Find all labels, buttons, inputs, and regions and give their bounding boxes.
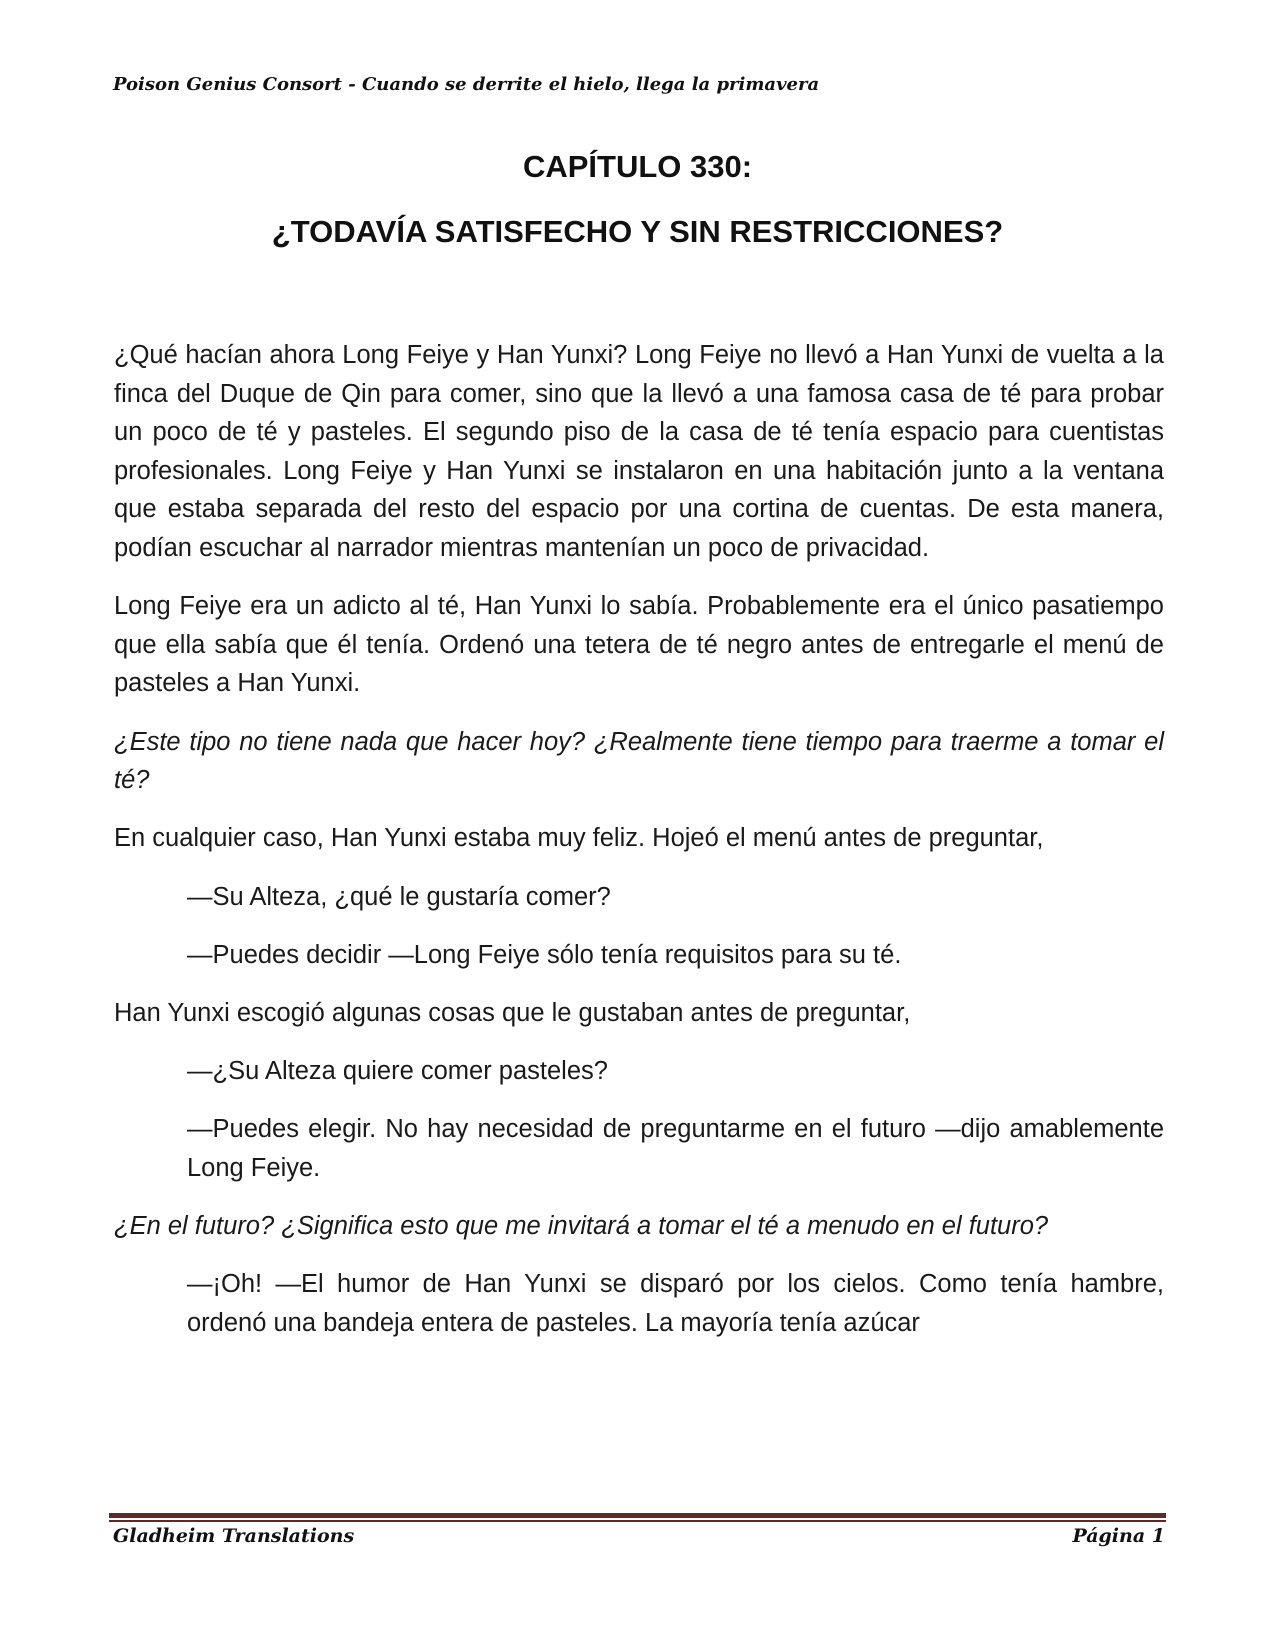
footer-divider-thick [109,1513,1166,1518]
running-header: Poison Genius Consort - Cuando se derrite el hielo, llega la primavera [113,74,820,95]
chapter-title: ¿TODAVÍA SATISFECHO Y SIN RESTRICCIONES? [271,214,1004,249]
chapter-body [114,336,1164,1362]
dialogue-line: —¿Su Alteza quiere comer pasteles? [187,1057,608,1086]
paragraph: Long Feiye era un adicto al té, Han Yunxi lo sabía. Probablemente era el único pasatiempo que ella sabía que él tenía. Ordenó una tetera de té negro antes de entregarle el menú de pasteles a Han Yunxi. [114,592,1164,698]
footer-divider-thin [109,1520,1166,1522]
inner-thought-paragraph: ¿Este tipo no tiene nada que hacer hoy? ¿Realmente tiene tiempo para traerme a tomar el té? [114,727,1164,795]
footer-publisher: Gladheim Translations [113,1525,355,1547]
paragraph: En cualquier caso, Han Yunxi estaba muy feliz. Hojeó el menú antes de preguntar, [114,824,1044,853]
dialogue-line: —Puedes decidir —Long Feiye sólo tenía requisitos para su té. [187,940,902,969]
paragraph: ¿Qué hacían ahora Long Feiye y Han Yunxi? Long Feiye no llevó a Han Yunxi de vuelta a la finca del Duque de Qin para comer, sino que la llevó a una famosa casa de té para probar un poco de té y pasteles. El segundo piso de la casa de té tenía espacio para cuentistas profesionales. Long Feiye y Han Yunxi se instalaron en una habitación junto a la ventana que estaba separada del resto del espacio por una cortina de cuentas. De esta manera, podían escuchar al narrador mientras mantenían un poco de privacidad. [114,341,1164,562]
chapter-number: CAPÍTULO 330: [522,149,753,184]
dialogue-line: —Su Alteza, ¿qué le gustaría comer? [187,882,611,911]
footer-page-number: Página 1 [1072,1525,1165,1547]
dialogue-line: —¡Oh! —El humor de Han Yunxi se disparó por los cielos. Como tenía hambre, ordenó una bandeja entera de pasteles. La mayoría tenía azúcar [187,1270,1164,1337]
inner-thought-paragraph: ¿En el futuro? ¿Significa esto que me invitará a tomar el té a menudo en el futuro? [114,1212,1049,1241]
dialogue-line: —Puedes elegir. No hay necesidad de preguntarme en el futuro —dijo amablemente Long Feiye. [187,1115,1164,1182]
paragraph: Han Yunxi escogió algunas cosas que le gustaban antes de preguntar, [114,998,911,1027]
